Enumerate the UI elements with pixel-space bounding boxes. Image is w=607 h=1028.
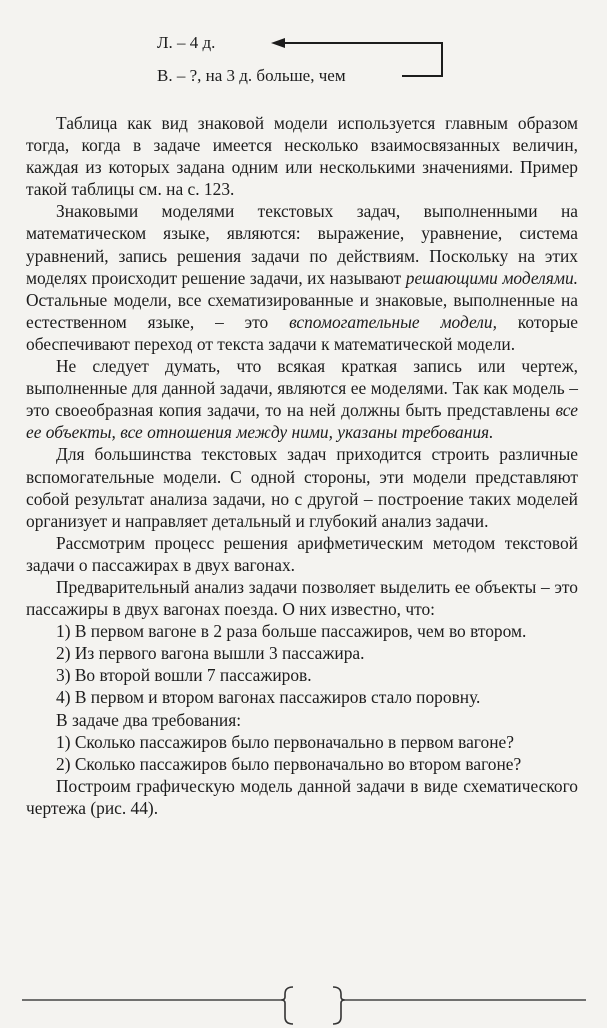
paragraph [26, 112, 578, 200]
paragraph [26, 753, 578, 775]
relation-arrow-icon [0, 0, 607, 90]
text-run: Для большинства текстовых задач приходится строить различные вспомогательные модели. С одной стороны, эти модели представляют собой результат анализа задачи, но с другой – построение таких моделей организует и направляет детальный и глубокий анализ задачи. [26, 444, 578, 531]
text-run: Таблица как вид знаковой модели используется главным образом тогда, когда в задаче имеется несколько взаимосвязанных величин, каждая из которых задана одним или несколькими значениями. Пример такой таблицы см. на с. 123. [26, 113, 578, 200]
text-run: 4) В первом и втором вагонах пассажиров стало поровну. [56, 687, 481, 708]
text-run: Предварительный анализ задачи позволяет выделить ее объекты – это пассажиры в двух вагонах поезда. О них известно, что: [26, 576, 578, 620]
text-run: Рассмотрим процесс решения арифметическим методом текстовой задачи о пассажирах в двух вагонах. [26, 532, 578, 575]
text-run: которые обеспечивают переход от текста задачи к математической модели. [26, 311, 578, 354]
italic-term: решающими моделями. [405, 267, 578, 288]
paragraph [26, 686, 578, 708]
paragraph [26, 532, 578, 576]
short-record [0, 0, 607, 90]
paragraph [26, 775, 578, 819]
paragraph [26, 576, 578, 620]
paragraph [26, 200, 578, 355]
text-run: Построим графическую модель данной задачи в виде схематического чертежа (рис. 44). [26, 775, 578, 818]
paragraph [26, 731, 578, 753]
text-run: 1) В первом вагоне в 2 раза больше пассажиров, чем во втором. [56, 621, 527, 642]
short-record-line-2: В. – ?, на 3 д. больше, чем [157, 66, 346, 85]
paragraph [26, 443, 578, 531]
italic-term: все ее объекты, все отношения между ними, указаны требования. [26, 400, 578, 443]
text-run: Остальные модели, все схематизированные и знаковые, выполненные на естественном языке, – это [26, 289, 578, 332]
text-run: Знаковыми моделями текстовых задач, выполненными на математическом языке, являются: выражение, уравнение, система уравнений, запись решения задачи по действиям. Поскольку на этих моделях происходит решение задачи, их называют [26, 201, 578, 288]
paragraph [26, 620, 578, 642]
right-brace-icon [333, 987, 345, 1024]
text-run: 2) Из первого вагона вышли 3 пассажира. [56, 643, 365, 664]
paragraph [26, 642, 578, 664]
text-run: 3) Во второй вошли 7 пассажиров. [56, 665, 312, 686]
text-run: 2) Сколько пассажиров было первоначально во втором вагоне? [56, 753, 522, 774]
paragraph [26, 355, 578, 443]
paragraph [26, 709, 578, 731]
page-footer-rule [0, 982, 607, 1028]
text-run: В задаче два требования: [56, 709, 242, 730]
left-brace-icon [281, 987, 293, 1024]
short-record-line-1: Л. – 4 д. [157, 33, 216, 52]
text-run: 1) Сколько пассажиров было первоначально в первом вагоне? [56, 731, 514, 752]
paragraph [26, 664, 578, 686]
text-run: Не следует думать, что всякая краткая запись или чертеж, выполненные для данной задачи, являются ее моделями. Так как модель – это своеобразная копия задачи, то на ней должны быть представлены [26, 356, 578, 421]
text-body [26, 112, 578, 819]
italic-term: вспомогательные модели, [289, 311, 497, 332]
